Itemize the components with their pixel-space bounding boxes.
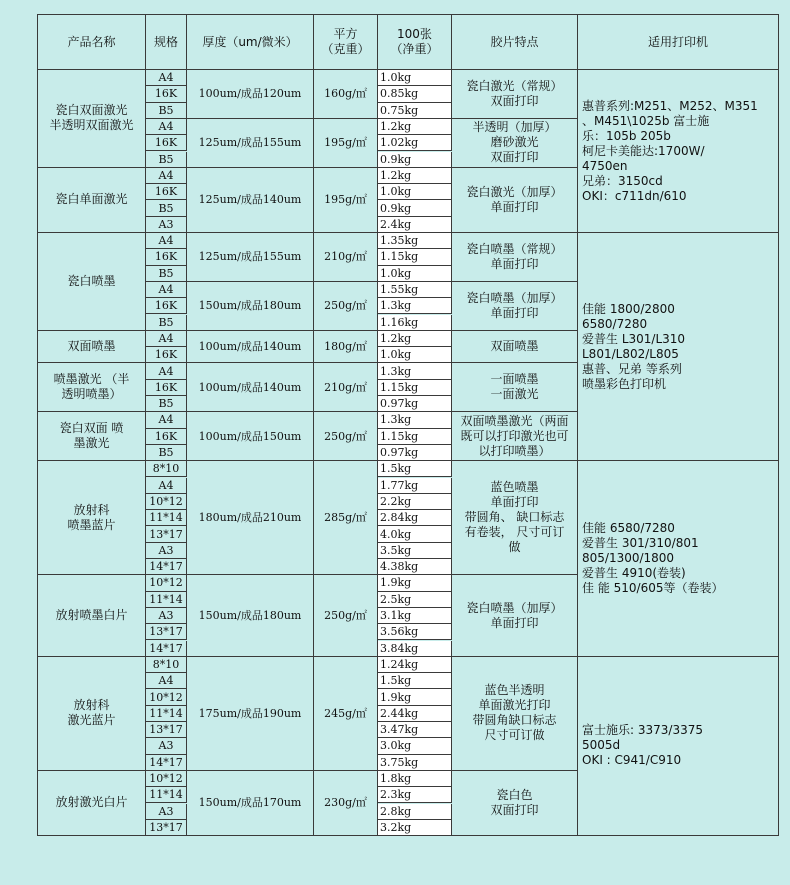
feature-cell: 蓝色半透明 单面激光打印 带圆角缺口标志 尺寸可订做 [452, 657, 578, 771]
thickness-cell: 100um/成品140um [187, 331, 314, 364]
spec-cell: 13*17 [146, 722, 187, 738]
weight-cell: 2.3kg [378, 787, 452, 803]
thickness-cell: 125um/成品155um [187, 233, 314, 282]
spec-cell: 13*17 [146, 820, 187, 836]
weight-cell: 2.2kg [378, 494, 452, 510]
thickness-cell: 180um/成品210um [187, 461, 314, 575]
spec-cell: 16K [146, 347, 187, 363]
weight-cell: 1.5kg [378, 673, 452, 689]
weight-cell: 0.85kg [378, 86, 452, 102]
feature-cell: 瓷白激光（常规） 双面打印 [452, 70, 578, 119]
header-cell: 产品名称 [37, 14, 146, 70]
spec-cell: 16K [146, 135, 187, 151]
weight-cell: 1.15kg [378, 249, 452, 265]
spec-cell: A4 [146, 233, 187, 249]
weight-cell: 0.75kg [378, 103, 452, 119]
weight-cell: 0.97kg [378, 445, 452, 461]
spec-cell: A3 [146, 738, 187, 754]
weight-cell: 3.2kg [378, 820, 452, 836]
spec-cell: 8*10 [146, 657, 187, 673]
header-cell: 100张 （净重） [378, 14, 452, 70]
spec-cell: 8*10 [146, 461, 187, 477]
weight-cell: 1.8kg [378, 771, 452, 787]
weight-cell: 3.1kg [378, 608, 452, 624]
gsm-cell: 195g/㎡ [314, 119, 378, 168]
spec-cell: 14*17 [146, 641, 187, 657]
gsm-cell: 180g/㎡ [314, 331, 378, 364]
weight-cell: 1.9kg [378, 575, 452, 591]
product-name-cell: 放射喷墨白片 [37, 575, 146, 657]
weight-cell: 1.55kg [378, 282, 452, 298]
spec-cell: A3 [146, 543, 187, 559]
product-name-cell: 喷墨激光 （半 透明喷墨） [37, 363, 146, 412]
weight-cell: 1.24kg [378, 657, 452, 673]
thickness-cell: 125um/成品155um [187, 119, 314, 168]
weight-cell: 1.15kg [378, 380, 452, 396]
spec-cell: B5 [146, 152, 187, 168]
spec-cell: B5 [146, 200, 187, 216]
weight-cell: 3.47kg [378, 722, 452, 738]
feature-cell: 瓷白激光（加厚） 单面打印 [452, 168, 578, 233]
product-name-cell: 放射激光白片 [37, 771, 146, 836]
weight-cell: 1.77kg [378, 478, 452, 494]
weight-cell: 1.0kg [378, 266, 452, 282]
gsm-cell: 210g/㎡ [314, 363, 378, 412]
product-spec-table [0, 14, 790, 871]
product-name-cell: 瓷白单面激光 [37, 168, 146, 233]
thickness-cell: 100um/成品150um [187, 412, 314, 461]
feature-cell: 瓷白喷墨（常规） 单面打印 [452, 233, 578, 282]
thickness-cell: 150um/成品170um [187, 771, 314, 836]
weight-cell: 1.35kg [378, 233, 452, 249]
weight-cell: 1.02kg [378, 135, 452, 151]
spec-cell: 16K [146, 429, 187, 445]
header-cell: 胶片特点 [452, 14, 578, 70]
product-name-cell: 瓷白双面 喷 墨激光 [37, 412, 146, 461]
weight-cell: 1.9kg [378, 689, 452, 705]
gsm-cell: 250g/㎡ [314, 412, 378, 461]
spec-cell: 11*14 [146, 592, 187, 608]
spec-cell: A3 [146, 608, 187, 624]
spec-cell: A4 [146, 282, 187, 298]
thickness-cell: 100um/成品120um [187, 70, 314, 119]
product-name-cell: 瓷白双面激光 半透明双面激光 [37, 70, 146, 168]
spec-cell: 13*17 [146, 624, 187, 640]
spec-cell: B5 [146, 396, 187, 412]
spec-cell: A3 [146, 217, 187, 233]
weight-cell: 1.2kg [378, 119, 452, 135]
weight-cell: 1.0kg [378, 347, 452, 363]
weight-cell: 3.0kg [378, 738, 452, 754]
spec-cell: 11*14 [146, 706, 187, 722]
spec-cell: 10*12 [146, 689, 187, 705]
weight-cell: 0.9kg [378, 200, 452, 216]
spec-cell: A4 [146, 673, 187, 689]
spec-cell: 16K [146, 249, 187, 265]
weight-cell: 4.38kg [378, 559, 452, 575]
spec-cell: 10*12 [146, 771, 187, 787]
weight-cell: 3.84kg [378, 641, 452, 657]
spec-cell: 16K [146, 298, 187, 314]
spec-cell: A4 [146, 119, 187, 135]
weight-cell: 2.4kg [378, 217, 452, 233]
weight-cell: 1.15kg [378, 429, 452, 445]
feature-cell: 瓷白喷墨（加厚） 单面打印 [452, 575, 578, 657]
product-name-cell: 双面喷墨 [37, 331, 146, 364]
printer-cell: 佳能 6580/7280 爱普生 301/310/801 805/1300/1800 爱普生 4910(卷装) 佳 能 510/605等（卷装） [578, 461, 779, 657]
spec-cell: 11*14 [146, 787, 187, 803]
weight-cell: 3.5kg [378, 543, 452, 559]
gsm-cell: 210g/㎡ [314, 233, 378, 282]
header-cell: 平方 （克重） [314, 14, 378, 70]
weight-cell: 1.0kg [378, 184, 452, 200]
spec-cell: B5 [146, 266, 187, 282]
header-cell: 规格 [146, 14, 187, 70]
printer-cell: 佳能 1800/2800 6580/7280 爱普生 L301/L310 L801/L802/L805 惠普、兄弟 等系列 喷墨彩色打印机 [578, 233, 779, 461]
feature-cell: 半透明（加厚） 磨砂激光 双面打印 [452, 119, 578, 168]
spec-cell: 16K [146, 86, 187, 102]
feature-cell: 蓝色喷墨 单面打印 带圆角、 缺口标志 有卷装， 尺寸可订 做 [452, 461, 578, 575]
weight-cell: 1.2kg [378, 168, 452, 184]
weight-cell: 1.3kg [378, 298, 452, 314]
weight-cell: 1.5kg [378, 461, 452, 477]
spec-cell: 10*12 [146, 575, 187, 591]
spec-cell: 14*17 [146, 755, 187, 771]
gsm-cell: 195g/㎡ [314, 168, 378, 233]
gsm-cell: 245g/㎡ [314, 657, 378, 771]
spec-cell: A4 [146, 478, 187, 494]
header-cell: 厚度（um/微米） [187, 14, 314, 70]
thickness-cell: 175um/成品190um [187, 657, 314, 771]
spec-cell: 16K [146, 380, 187, 396]
spec-cell: A4 [146, 331, 187, 347]
spec-cell: 14*17 [146, 559, 187, 575]
spec-cell: A4 [146, 412, 187, 428]
feature-cell: 一面喷墨 一面激光 [452, 363, 578, 412]
weight-cell: 1.3kg [378, 363, 452, 379]
printer-cell: 富士施乐: 3373/3375 5005d OKI : C941/C910 [578, 657, 779, 836]
weight-cell: 2.8kg [378, 804, 452, 820]
weight-cell: 2.44kg [378, 706, 452, 722]
thickness-cell: 125um/成品140um [187, 168, 314, 233]
gsm-cell: 160g/㎡ [314, 70, 378, 119]
weight-cell: 0.9kg [378, 152, 452, 168]
spec-cell: A4 [146, 70, 187, 86]
weight-cell: 0.97kg [378, 396, 452, 412]
thickness-cell: 100um/成品140um [187, 363, 314, 412]
gsm-cell: 285g/㎡ [314, 461, 378, 575]
gsm-cell: 230g/㎡ [314, 771, 378, 836]
thickness-cell: 150um/成品180um [187, 575, 314, 657]
header-cell: 适用打印机 [578, 14, 779, 70]
weight-cell: 3.56kg [378, 624, 452, 640]
weight-cell: 1.3kg [378, 412, 452, 428]
spec-cell: 11*14 [146, 510, 187, 526]
spec-cell: A4 [146, 363, 187, 379]
gsm-cell: 250g/㎡ [314, 282, 378, 331]
feature-cell: 双面喷墨激光（两面 既可以打印激光也可 以打印喷墨） [452, 412, 578, 461]
weight-cell: 1.0kg [378, 70, 452, 86]
spec-cell: B5 [146, 103, 187, 119]
thickness-cell: 150um/成品180um [187, 282, 314, 331]
feature-cell: 瓷白喷墨（加厚） 单面打印 [452, 282, 578, 331]
printer-cell: 惠普系列:M251、M252、M351 、M451\1025b 富士施 乐：105b 205b 柯尼卡美能达:1700W/ 4750en 兄弟：3150cd OKI：c711dn/610 [578, 70, 779, 233]
weight-cell: 2.5kg [378, 592, 452, 608]
weight-cell: 1.16kg [378, 315, 452, 331]
product-name-cell: 放射科 喷墨蓝片 [37, 461, 146, 575]
gsm-cell: 250g/㎡ [314, 575, 378, 657]
feature-cell: 双面喷墨 [452, 331, 578, 364]
weight-cell: 3.75kg [378, 755, 452, 771]
spec-cell: B5 [146, 445, 187, 461]
spec-cell: 10*12 [146, 494, 187, 510]
weight-cell: 1.2kg [378, 331, 452, 347]
feature-cell: 瓷白色 双面打印 [452, 771, 578, 836]
spec-cell: 16K [146, 184, 187, 200]
spec-cell: 13*17 [146, 526, 187, 542]
spec-cell: A3 [146, 804, 187, 820]
weight-cell: 2.84kg [378, 510, 452, 526]
product-name-cell: 瓷白喷墨 [37, 233, 146, 331]
weight-cell: 4.0kg [378, 526, 452, 542]
product-name-cell: 放射科 激光蓝片 [37, 657, 146, 771]
spec-cell: B5 [146, 315, 187, 331]
spec-cell: A4 [146, 168, 187, 184]
